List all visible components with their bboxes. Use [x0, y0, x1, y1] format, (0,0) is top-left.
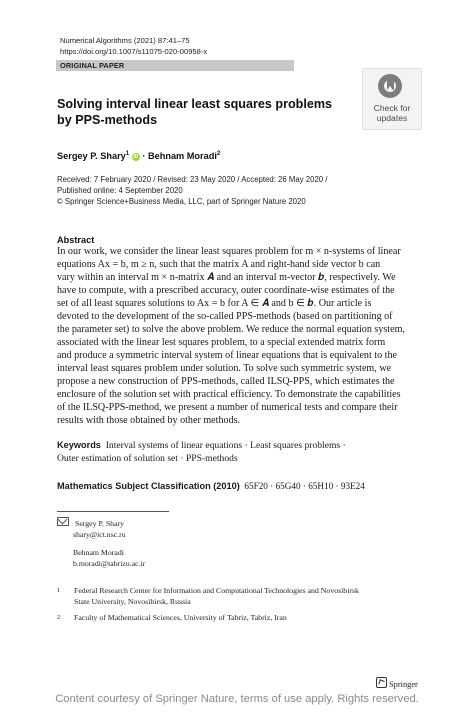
abstract-line: of the ILSQ-PPS-method, we present a number of numerical tests and compare their — [57, 402, 398, 413]
abstract-heading: Abstract — [57, 235, 95, 245]
msc-codes: 65F20 · 65G40 · 65H10 · 93E24 — [244, 481, 365, 491]
title-line-1: Solving interval linear least squares problems — [57, 97, 333, 111]
email-link[interactable]: shary@ict.nsc.ru — [73, 529, 126, 539]
keywords-label: Keywords — [57, 440, 101, 450]
copyright-line: © Springer Science+Business Media, LLC, part of Springer Nature 2020 — [57, 197, 306, 206]
footnote-divider — [57, 511, 169, 512]
check-for-updates-badge[interactable] — [362, 68, 422, 130]
msc-label: Mathematics Subject Classification (2010) — [57, 481, 240, 491]
email-link[interactable]: b.moradi@tabrizu.ac.ir — [73, 558, 146, 568]
article-type-label: ORIGINAL PAPER — [60, 61, 125, 70]
updates-label: updates — [376, 113, 408, 123]
abstract-line: set of all least squares solutions to Ax = b for A ∈ 𝑨 and b ∈ 𝒃. Our article is — [57, 298, 372, 309]
abstract-line: associated with the linear lest squares problem, to a special extended matrix form — [57, 337, 386, 348]
orcid-icon[interactable]: iD — [133, 154, 139, 161]
dates-line: Received: 7 February 2020 / Revised: 23 May 2020 / Accepted: 26 May 2020 / — [57, 175, 328, 184]
corresponding-author-name: Sergey P. Shary — [75, 519, 125, 528]
keywords-line: Outer estimation of solution set · PPS-methods — [57, 453, 238, 464]
msc-section — [57, 481, 365, 491]
springer-horse-icon — [376, 677, 387, 688]
abstract-line: have to compute, with a prescribed accuracy, outer coordinate-wise estimates of the — [57, 285, 395, 296]
abstract-line: interval least squares problem under solution. To solve such symmetric system, we — [57, 363, 392, 374]
bookmark-icon — [387, 78, 394, 90]
publication-dates — [57, 174, 437, 207]
dates-line: Published online: 4 September 2020 — [57, 186, 183, 195]
paper-title — [57, 96, 337, 128]
article-type-band — [56, 60, 294, 71]
author-name[interactable]: Behnam Moradi — [147, 151, 217, 162]
title-line-2: by PPS-methods — [57, 113, 158, 127]
keywords-section — [57, 439, 419, 465]
envelope-icon — [57, 517, 69, 526]
journal-header — [60, 35, 207, 57]
journal-citation: Numerical Algorithms (2021) 87:41–75 — [60, 36, 190, 45]
abstract-line: and produce a symmetric interval system of linear equations that is equivalent to the — [57, 350, 398, 361]
author-list — [57, 150, 220, 161]
affiliation-marker: 1 — [125, 150, 130, 157]
correspondence-block — [57, 517, 145, 569]
abstract-line: In our work, we consider the linear least squares problem for m × n-systems of linear — [57, 246, 401, 257]
affiliation-text: Federal Research Center for Information and Computational Technologies and Novosibirsk — [74, 586, 359, 595]
keywords-line: Interval systems of linear equations · Least squares problems · — [105, 440, 346, 451]
affiliation-text: State University, Novosibirsk, Russia — [74, 596, 191, 606]
doi-link[interactable]: https://doi.org/10.1007/s11075-020-00958-x — [60, 47, 208, 56]
affiliation-2 — [57, 613, 419, 624]
courtesy-notice: Content courtesy of Springer Nature, terms of use apply. Rights reserved. — [55, 693, 419, 705]
abstract-line: propose a new construction of PPS-methods, called ILSQ-PPS, which estimates the — [57, 376, 395, 387]
publisher-logo — [376, 677, 418, 689]
abstract-line: enclosure of the solution set with practical efficiency. To demonstrate the capabilities — [57, 389, 401, 400]
author-name[interactable]: Sergey P. Shary — [57, 151, 126, 162]
abstract-line: results with those obtained by other methods. — [57, 415, 241, 426]
author-separator: · — [139, 151, 148, 162]
abstract-body — [57, 245, 419, 427]
affiliation-text: Faculty of Mathematical Sciences, University of Tabriz, Tabriz, Iran — [74, 613, 287, 622]
affiliation-1 — [57, 586, 419, 607]
affiliation-number: 1 — [57, 587, 61, 594]
abstract-line: equations Ax = b, m ≥ n, such that the matrix A and right-hand side vector b can — [57, 259, 381, 270]
affiliation-number: 2 — [57, 614, 61, 621]
author-name-secondary: Behnam Moradi — [73, 548, 124, 557]
abstract-line: devoted to the development of the so-called PPS-methods (based on partitioning of — [57, 311, 393, 322]
publisher-name: Springer — [389, 680, 418, 689]
check-for-label: Check for — [373, 103, 411, 113]
abstract-line: vary within an interval m × n-matrix 𝑨 and an interval m-vector 𝒃, respectively. We — [57, 272, 396, 283]
affiliation-marker: 2 — [216, 150, 221, 157]
abstract-line: the parameter set) to solve the above problem. We reduce the normal equation system, — [57, 324, 405, 335]
